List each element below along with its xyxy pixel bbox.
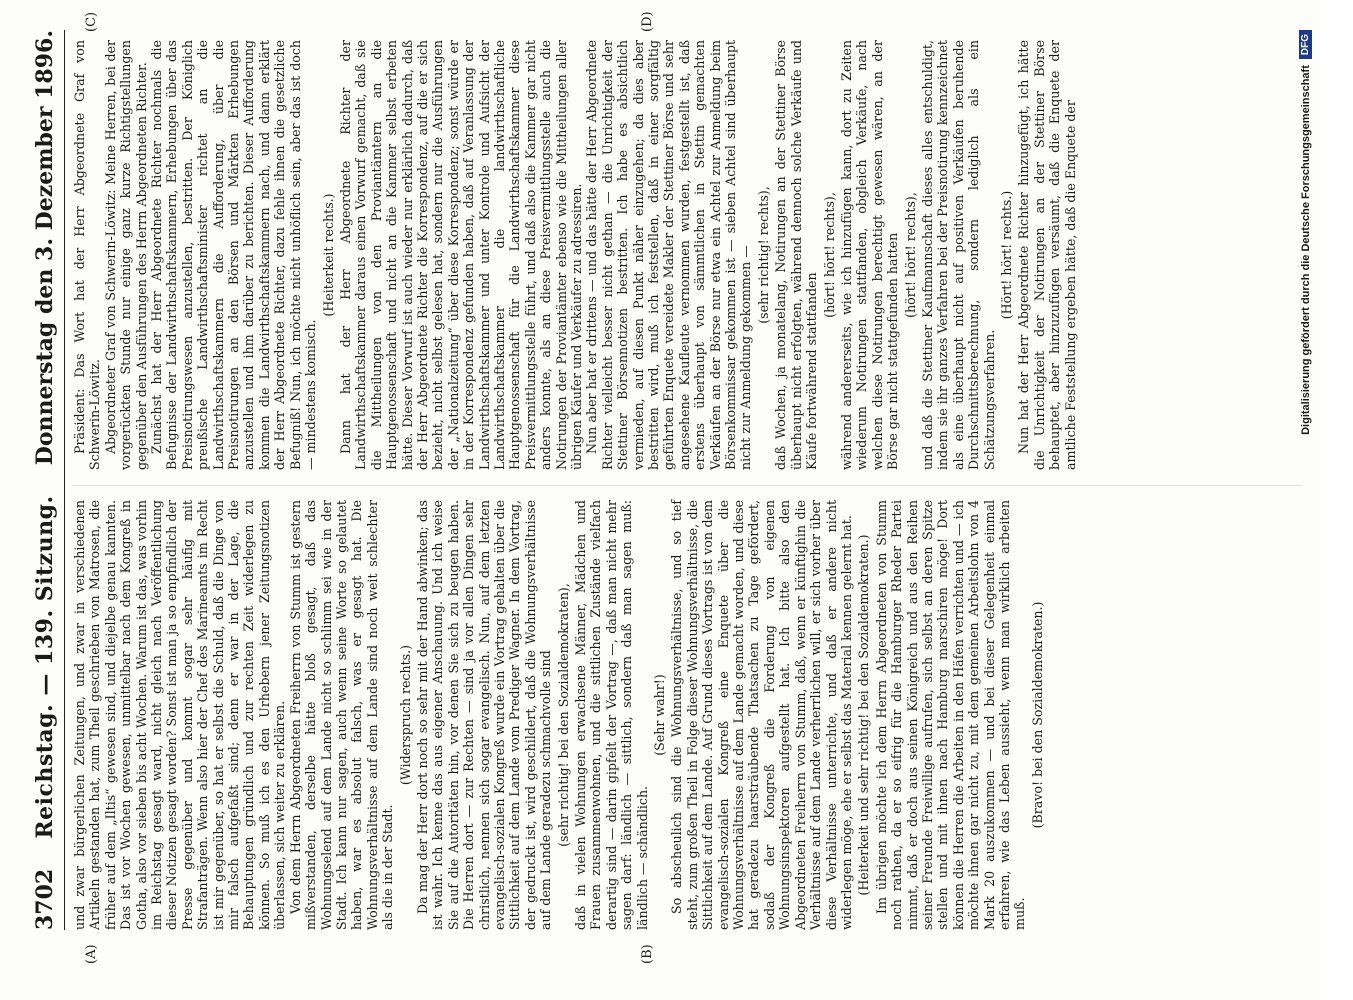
interjection: (Sehr wahr!) [652, 674, 668, 756]
paragraph: Nun hat der Herr Abgeordnete Richter hinzugefügt, ich hätte die Unrichtigkeit der Notirungen an der Stettiner Börse behauptet, aber hinzuzufügen versäumt, daß die Enquete der amtliche Feststellung ergeben hätte, daß die Enquete der [1016, 40, 1078, 470]
page-header [18, 30, 65, 930]
paragraph: Dann hat der Herr Abgeordnete Richter der Landwirthschaftskammer daraus einen Vorwurf gemacht, daß sie die Mittheilungen von den Proviantämtern an die Hauptgenossenschaft und nicht an die Kammer selbst erbeten hätte. Dieser Vorwurf ist auch wieder nur erklärlich dadurch, daß der Herr Abgeordnete Richter die Korrespondenz, auf die er sich bezieht, nicht selbst gelesen hat, sondern nur die Ausführungen der „Nationalzeitung“ über diese Korrespondenz; sonst würde er in der Korrespondenz gefunden haben, daß auf Veranlassung der Landwirthschaftskammer und unter Kontrole und Aufsicht der Landwirthschaftskammer die landwirthschaftliche Hauptgenossenschaft für die Landwirthschaftskammer diese Preisvermittlungsstelle führt, und daß also die Kammer gar nicht anders konnte, als an diese Preisvermittlungsstelle auch die Notirungen der Proviantämter ebenso wie die Mittheilungen aller übrigen Käufer und Verkäufer zu adressiren. [337, 40, 584, 470]
dfg-logo: DFG [1299, 30, 1312, 59]
left-column [72, 500, 1047, 930]
paragraph: und daß die Stettiner Kaufmannschaft dieses alles entschuldigt, indem sie ihr ganzes Verfahren bei der Preisnotirung kennzeichnet als eine überhaupt nicht auf positiven Verkäufen beruhende Durchschnittsberechnung, sondern lediglich als ein Schätzungsverfahren. [919, 40, 997, 470]
interjection: (Bravo! bei den Sozialdemokraten.) [1029, 601, 1045, 829]
credit-text: Digitalisierung gefördert durch die Deutsche Forschungsgemeinschaft [1299, 65, 1312, 435]
right-column [72, 40, 1078, 470]
speaker-paragraph: Präsident: Das Wort hat der Herr Abgeordnete Graf von Schwerin-Löwitz. [72, 40, 103, 470]
interjection: (Heiterkeit rechts.) [320, 193, 336, 317]
margin-marker-a: (A) [84, 944, 99, 964]
paragraph: Zunächst hat der Herr Abgeordnete Richter nochmals die Befugnisse der Landwirthschaftskammern, Erhebungen über das Preisnotirungswesen anzustellen, bestritten. Der Königlich preußische Landwirthschaftsminister richtet an die Landwirthschaftskammern die Aufforderung, über die Preisnotirungen an den Börsen und Märkten Erhebungen anzustellen und ihm darüber zu berichten. Dieser Aufforderung kommen die Landwirthschaftskammern nach, und dann erklärt der Herr Abgeordnete Richter, dazu fehle ihnen die gesetzliche Befugniß! Nun, ich möchte nicht unhöflich sein, aber das ist doch — mindestens komisch. [149, 40, 319, 470]
paragraph: Nun aber hat er drittens — und das hätte der Herr Abgeordnete Richter vielleicht besser nicht gethan — die Unrichtigkeit der Stettiner Börsennotizen bestritten. Ich habe es absichtlich vermieden, auf diesen Punkt näher einzugehen; da dies aber bestritten wird, muß ich feststellen, daß in einer sorgfältig geführten Enquete vereidete Makler der Stettiner Börse und sehr angesehene Kaufleute vernommen wurden, festgestellt ist, daß erstens überhaupt von sämmtlichen in Stettin gemachten Verkäufen an der Börse nur etwa ein Achtel zur Anmeldung beim Börsenkommissar gekommen ist — sieben Achtel sind überhaupt nicht zur Anmeldung gekommen — [584, 40, 754, 470]
paragraph: Im übrigen möchte ich dem Herrn Abgeordneten von Stumm noch rathen, da er so eifrig für die Hamburger Rheder Partei nimmt, daß er doch aus seinen Königreich und aus den Reihen seiner Freunde Freiwillige aufrufen, sich selbst an deren Spitze stellen und mit ihnen nach Hamburg marschiren möge! Dort können die Herren die Arbeiten in den Häfen verrichten und — ich möchte ihnen gar nicht zu, mit dem gemeinen Arbeitslohn von 4 Mark 20 auszukommen — und bei dieser Gelegenheit einmal erfahren, wie das Leben aussieht, wenn man wirklich arbeiten muß. [873, 500, 1028, 930]
paragraph: Von dem Herrn Abgeordneten Freiherrn von Stumm ist gestern mißverstanden, derselbe hätte bloß gesagt, daß das Wohnungselend auf dem Lande nicht so schlimm sei wie in der Stadt. Ich kann nur sagen, auch wenn seine Worte so gelautet haben, war es absolut falsch, was er gesagt hat. Die Wohnungsverhältnisse auf dem Lande sind noch weit schlechter als die in der Stadt. [287, 500, 396, 930]
interjection: (Hört! hört! rechts.) [998, 190, 1014, 320]
session-title: Reichstag. — 139. Sitzung. [32, 495, 58, 839]
paragraph: und zwar bürgerlichen Zeitungen, und zwar in verschiedenen Artikeln gestanden hat, zum Theil geschrieben von Matrosen, die früher auf dem „Iltis“ gewesen sind, und diejelbe genau kannten. Das ist vor Wochen gewesen, unmittelbar nach dem Kongreß in Gotha, also vor sieben bis acht Wochen. Warum ist das, was vorhin im Reichstag gesagt ward, nicht gleich nach Veröffentlichung dieser Notizen gesagt worden? Sonst ist man ja so empfindlich der Presse gegenüber und kommt sogar sehr häufig mit Strafanträgen. Wenn also hier der Chef des Marineamts im Recht ist mir gegenüber, so hat er selbst die Schuld, daß die Dinge von mir falsch aufgefaßt sind; denn er war in der Lage, die Behauptungen gründlich und zur rechten Zeit widerlegen zu können. So muß ich es den Urhebern jener Zeitungsnotizen überlassen, sich weiter zu erklären. [72, 500, 288, 930]
interjection: (hört! hört! rechts), [821, 192, 837, 318]
speaker-paragraph: Abgeordneter Graf von Schwerin-Löwitz: Meine Herren, bei der vorgerückten Stunde nur einige ganz kurze Richtigstellungen gegenüber den Ausführungen des Herrn Abgeordneten Richter. [102, 40, 149, 470]
session-date: Donnerstag den 3. Dezember 1896. [32, 30, 58, 466]
column-divider [72, 485, 1302, 486]
interjection: (sehr richtig! bei den Sozialdemokraten), [555, 583, 571, 847]
paragraph: daß Wochen, ja monatelang, Notirungen an der Stettiner Börse überhaupt nicht erfolgten, während dennoch solche Verkäufe und Käufe fortwährend stattfanden [773, 40, 820, 470]
paragraph: während andererseits, wie ich hinzufügen kann, dort zu Zeiten wiederum Notirungen stattfanden, obgleich Verkäufe, nach welchen diese Notirungen berechtigt gewesen wären, an der Börse gar nicht stattgefunden hatten [838, 40, 901, 470]
margin-marker-b: (B) [640, 944, 655, 964]
interjection: (Heiterkeit und sehr richtig! bei den Sozialdemokraten.) [856, 534, 872, 896]
digitization-credit [1299, 30, 1312, 435]
interjection: (sehr richtig! rechts), [755, 186, 771, 324]
margin-marker-d: (D) [640, 11, 655, 32]
paragraph: So abscheulich sind die Wohnungsverhältnisse, und so tief steht, zum großen Theil in Folge dieser Wohnungsverhältnisse, die Sittlichkeit auf dem Lande. Auf Grund dieses Vortrags ist von dem evangelisch-sozialen Kongreß eine Enquete über die Wohnungsverhältnisse auf dem Lande gemacht worden, und diese hat geradezu haarsträubende Thatsachen zu Tage gefördert, sodaß der Kongreß die Forderung von eigenen Wohnungsinspektoren aufgestellt hat. Ich bitte also den Abgeordneten Freiherrn von Stumm, daß, wenn er künftighin die Verhältnisse auf dem Lande verherrlichen will, er sich vorher über diese Verhältnisse unterrichte, und daß er andere nicht widerlegen möge, ehe er selbst das Material kennen gelernt hat. [669, 500, 854, 930]
interjection: (hört! hört! rechts), [902, 192, 918, 318]
paragraph: Da mag der Herr dort noch so sehr mit der Hand abwinken; das ist wahr. Ich kenne das aus eigener Anschauung. Und ich weise Sie auf die Autoritäten hin, vor denen Sie sich zu beugen haben. Die Herren dort — zur Rechten — sind ja vor allen Dingen sehr christlich, nennen sich sogar evangelisch. Nun, auf dem letzten evangelisch-sozialen Kongreß wurde ein Vortrag gehalten über die Sittlichkeit auf dem Lande vom Prediger Wagner. In dem Vortrag, der gedruckt ist, wird geschildert, daß die Wohnungsverhältnisse auf dem Lande geradezu schmachvolle sind [414, 500, 554, 930]
page-number: 3702 [32, 868, 58, 930]
paragraph: daß in vielen Wohnungen erwachsene Männer, Mädchen und Frauen zusammenwohnen, und die sittlichen Zustände vielfach derartig sind — darin gipfelt der Vortrag —, daß man nicht mehr sagen darf: ländlich — sittlich, sondern daß man sagen muß: ländlich — schändlich. [573, 500, 650, 930]
margin-marker-c: (C) [84, 11, 99, 32]
interjection: (Widerspruch rechts.) [397, 644, 413, 786]
